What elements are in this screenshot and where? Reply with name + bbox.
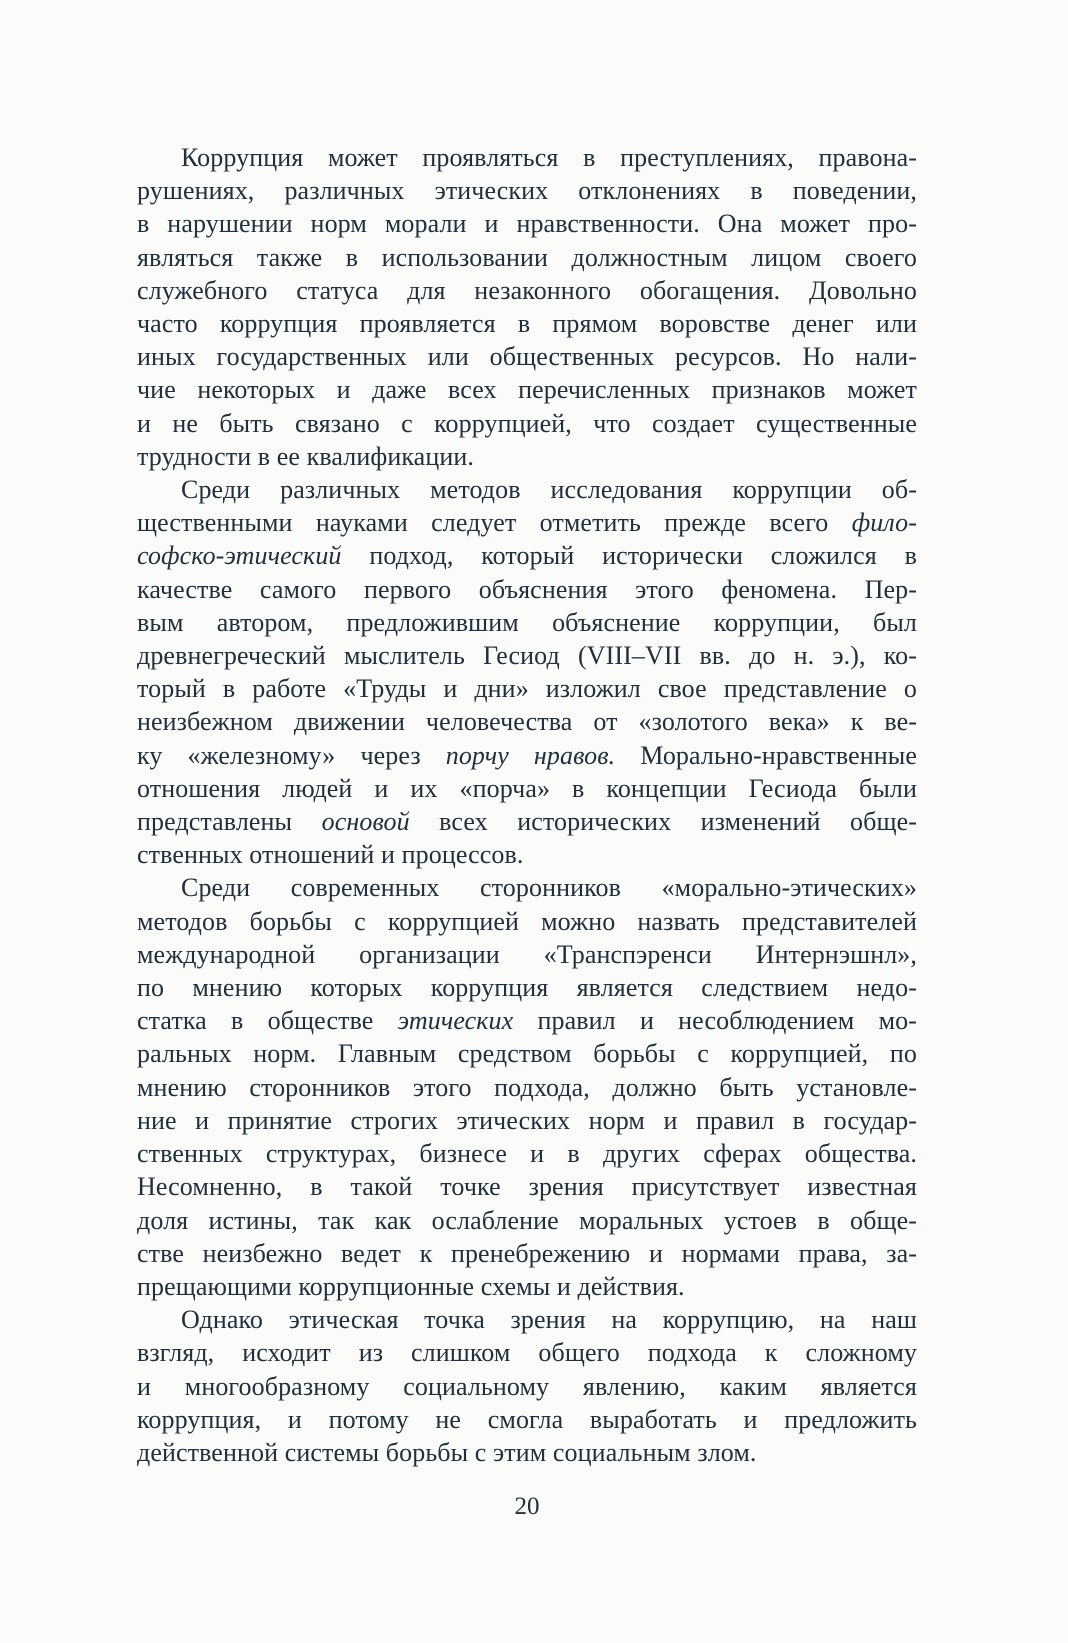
italic-text-segment: софско-этический: [137, 541, 342, 571]
text-segment: часто коррупция проявляется в прямом воровстве денег или: [137, 309, 917, 339]
text-segment: правил и несоблюдением мо-: [513, 1006, 917, 1036]
text-line: [137, 838, 917, 871]
text-line: [137, 971, 917, 1004]
text-segment: доля истины, так как ослабление моральных устоев в обще-: [137, 1205, 917, 1235]
text-segment: ние и принятие строгих этических норм и правил в государ-: [137, 1105, 917, 1135]
paragraph: [137, 141, 917, 473]
text-line: [137, 739, 917, 772]
text-segment: Среди современных сторонников «морально-этических»: [181, 873, 917, 903]
text-line: [137, 1270, 917, 1303]
text-segment: щественными науками следует отметить прежде всего: [137, 508, 852, 538]
text-segment: трудности в ее квалификации.: [137, 441, 474, 471]
text-segment: вым автором, предложившим объяснение коррупции, был: [137, 607, 917, 637]
text-line: [137, 938, 917, 971]
text-line: [137, 506, 917, 539]
text-segment: в нарушении норм морали и нравственности. Она может про-: [137, 209, 917, 239]
text-line: [137, 473, 917, 506]
text-segment: неизбежном движении человечества от «золотого века» к ве-: [137, 707, 917, 737]
text-segment: Среди различных методов исследования коррупции об-: [181, 475, 917, 505]
text-line: [137, 1137, 917, 1170]
text-segment: ральных норм. Главным средством борьбы с коррупцией, по: [137, 1039, 917, 1069]
text-line: [137, 1370, 917, 1403]
text-segment: стве неизбежно ведет к пренебрежению и нормами права, за-: [137, 1238, 917, 1268]
text-line: [137, 274, 917, 307]
text-line: [137, 772, 917, 805]
text-line: [137, 440, 917, 473]
text-line: [137, 340, 917, 373]
text-line: [137, 1104, 917, 1137]
text-segment: международной организации «Транспэренси Интернэшнл»,: [137, 939, 917, 969]
text-line: [137, 1336, 917, 1369]
text-segment: рушениях, различных этических отклонениях в поведении,: [137, 176, 917, 206]
text-line: [137, 373, 917, 406]
text-segment: и многообразному социальному явлению, каким является: [137, 1371, 917, 1401]
italic-text-segment: фило-: [851, 508, 917, 538]
text-line: [137, 705, 917, 738]
text-line: [137, 639, 917, 672]
text-segment: иных государственных или общественных ресурсов. Но нали-: [137, 342, 917, 372]
text-line: [137, 1037, 917, 1070]
text-line: [137, 573, 917, 606]
text-segment: прещающими коррупционные схемы и действия.: [137, 1271, 685, 1301]
text-line: [137, 672, 917, 705]
italic-text-segment: этических: [397, 1006, 514, 1036]
text-segment: ственных структурах, бизнесе и в других сферах общества.: [137, 1139, 917, 1169]
text-segment: Коррупция может проявляться в преступлениях, правона-: [181, 143, 917, 172]
text-line: [137, 1004, 917, 1037]
text-segment: чие некоторых и даже всех перечисленных признаков может: [137, 375, 917, 405]
text-segment: действенной системы борьбы с этим социальным злом.: [137, 1437, 757, 1467]
text-line: [137, 539, 917, 572]
text-line: [137, 241, 917, 274]
text-line: [137, 1403, 917, 1436]
text-segment: методов борьбы с коррупцией можно назвать представителей: [137, 906, 917, 936]
text-segment: качестве самого первого объяснения этого феномена. Пер-: [137, 574, 917, 604]
text-line: [137, 1204, 917, 1237]
text-line: [137, 1237, 917, 1270]
text-segment: подход, который исторически сложился в: [341, 541, 917, 571]
page-text: [137, 141, 917, 1469]
text-line: [137, 871, 917, 904]
text-segment: представлены: [137, 807, 322, 837]
text-segment: являться также в использовании должностным лицом своего: [137, 242, 917, 272]
text-segment: всех исторических изменений обще-: [409, 807, 917, 837]
text-line: [137, 1436, 917, 1469]
text-segment: древнегреческий мыслитель Гесиод (VIII–VII вв. до н. э.), ко-: [137, 641, 917, 671]
text-line: [137, 1071, 917, 1104]
text-line: [137, 805, 917, 838]
text-line: [137, 407, 917, 440]
text-line: [137, 1170, 917, 1203]
text-line: [137, 307, 917, 340]
text-segment: и не быть связано с коррупцией, что создает существенные: [137, 408, 917, 438]
text-segment: отношения людей и их «порча» в концепции Гесиода были: [137, 773, 917, 803]
text-segment: мнению сторонников этого подхода, должно быть установле-: [137, 1072, 917, 1102]
text-line: [137, 207, 917, 240]
paragraph: [137, 473, 917, 871]
text-segment: торый в работе «Труды и дни» изложил свое представление о: [137, 674, 917, 704]
text-segment: ку «железному» через: [137, 740, 446, 770]
text-segment: по мнению которых коррупция является следствием недо-: [137, 973, 917, 1003]
text-segment: статка в обществе: [137, 1006, 398, 1036]
paragraph: [137, 1303, 917, 1469]
text-line: [137, 141, 917, 174]
text-line: [137, 174, 917, 207]
text-segment: Однако этическая точка зрения на коррупцию, на наш: [181, 1305, 917, 1335]
text-line: [137, 905, 917, 938]
paragraph: [137, 871, 917, 1303]
italic-text-segment: основой: [321, 807, 410, 837]
text-line: [137, 1303, 917, 1336]
text-segment: Морально-нравственные: [615, 740, 917, 770]
text-segment: служебного статуса для незаконного обогащения. Довольно: [137, 275, 917, 305]
text-segment: коррупция, и потому не смогла выработать и предложить: [137, 1404, 917, 1434]
italic-text-segment: порчу нравов.: [445, 740, 616, 770]
text-segment: Несомненно, в такой точке зрения присутствует известная: [137, 1172, 917, 1202]
page-number: 20: [514, 1493, 540, 1520]
text-segment: взгляд, исходит из слишком общего подхода к сложному: [137, 1338, 917, 1368]
text-segment: ственных отношений и процессов.: [137, 840, 524, 870]
text-line: [137, 606, 917, 639]
